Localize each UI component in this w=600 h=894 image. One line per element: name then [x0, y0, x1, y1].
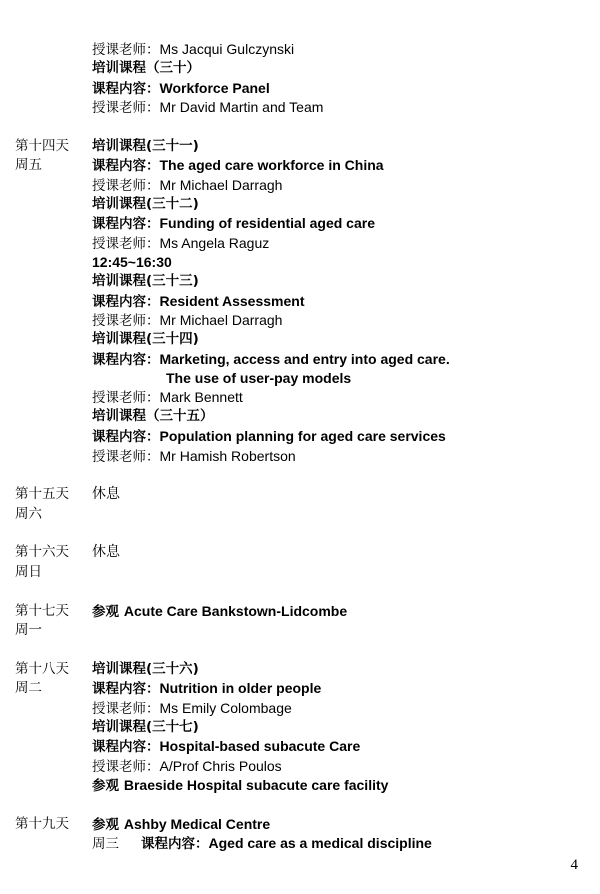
course-number: 培训课程（三十五）	[92, 408, 214, 424]
lecturer-label: 授课老师：	[92, 313, 160, 329]
weekday-label: 周五	[15, 157, 42, 173]
course-content-line	[92, 679, 321, 698]
lecturer-label: 授课老师：	[92, 390, 160, 406]
course-heading	[92, 660, 199, 678]
course-heading	[92, 195, 199, 213]
content-label: 课程内容：	[92, 294, 160, 310]
day-label: 第十八天	[15, 661, 69, 677]
course-content-continuation	[166, 369, 351, 388]
content-text: The aged care workforce in China	[159, 157, 384, 173]
content-label: 课程内容：	[92, 158, 160, 174]
content-label: 课程内容：	[92, 81, 160, 97]
content-text: Marketing, access and entry into aged care.	[159, 351, 450, 367]
course-heading	[92, 718, 199, 736]
visit-place: Acute Care Bankstown-Lidcombe	[123, 603, 348, 619]
weekday-content-line	[92, 834, 432, 853]
course-content-line	[92, 156, 384, 175]
lecturer-line	[92, 176, 282, 195]
content-text: Funding of residential aged care	[159, 215, 375, 231]
course-content-line	[92, 79, 270, 98]
time-slot	[92, 253, 172, 272]
course-number: 培训课程(三十六)	[92, 661, 199, 677]
lecturer-name: Ms Jacqui Gulczynski	[159, 41, 295, 57]
course-number: 培训课程(三十七)	[92, 719, 199, 735]
content-label: 课程内容：	[141, 836, 209, 852]
lecturer-line	[92, 311, 282, 330]
content-label: 课程内容：	[92, 216, 160, 232]
lecturer-name: Ms Angela Raguz	[159, 235, 270, 251]
lecturer-label: 授课老师：	[92, 42, 160, 58]
course-content-line	[92, 427, 446, 446]
lecturer-label: 授课老师：	[92, 449, 160, 465]
course-number: 培训课程(三十三)	[92, 273, 199, 289]
course-heading	[92, 407, 214, 425]
lecturer-line	[92, 234, 269, 253]
visit-label: 参观	[92, 778, 119, 794]
course-heading	[92, 272, 199, 290]
lecturer-line	[92, 388, 243, 407]
content-label: 课程内容：	[92, 429, 160, 445]
content-text: Population planning for aged care services	[159, 428, 446, 444]
day-label: 第十七天	[15, 603, 69, 619]
lecturer-name: Ms Emily Colombage	[159, 700, 292, 716]
lecturer-line	[92, 757, 282, 776]
content-text: Workforce Panel	[159, 80, 270, 96]
lecturer-label: 授课老师：	[92, 759, 160, 775]
lecturer-name: Mr Michael Darragh	[159, 177, 283, 193]
content-label: 课程内容：	[92, 352, 160, 368]
course-number: 培训课程(三十一)	[92, 138, 199, 154]
lecturer-name: Mr David Martin and Team	[159, 99, 324, 115]
course-number: 培训课程(三十四)	[92, 331, 199, 347]
content-text: The use of user-pay models	[166, 370, 352, 386]
day-label: 第十六天	[15, 544, 69, 560]
lecturer-line	[92, 699, 292, 718]
weekday-label: 周三	[92, 836, 119, 852]
visit-line	[92, 776, 388, 795]
course-content-line	[92, 214, 375, 233]
rest-text: 休息	[92, 486, 120, 502]
course-heading	[92, 137, 199, 155]
weekday-label: 周六	[15, 506, 42, 522]
course-content-line	[92, 292, 304, 311]
weekday-label: 周一	[15, 622, 42, 638]
lecturer-line	[92, 40, 294, 59]
weekday-label: 周日	[15, 564, 42, 580]
course-number: 培训课程（三十）	[92, 60, 200, 76]
visit-line	[92, 815, 270, 834]
weekday-label: 周二	[15, 680, 42, 696]
time-text: 12:45~16:30	[92, 254, 172, 270]
content-text: Resident Assessment	[159, 293, 305, 309]
lecturer-label: 授课老师：	[92, 236, 160, 252]
content-text: Nutrition in older people	[159, 680, 322, 696]
rest-text: 休息	[92, 544, 120, 560]
course-content-line	[92, 737, 360, 756]
lecturer-name: Mark Bennett	[159, 389, 243, 405]
visit-line	[92, 602, 347, 621]
lecturer-name: Mr Hamish Robertson	[159, 448, 296, 464]
content-label: 课程内容：	[92, 681, 160, 697]
lecturer-line	[92, 98, 323, 117]
lecturer-label: 授课老师：	[92, 100, 160, 116]
visit-place: Ashby Medical Centre	[123, 816, 271, 832]
lecturer-name: A/Prof Chris Poulos	[159, 758, 282, 774]
lecturer-label: 授课老师：	[92, 701, 160, 717]
lecturer-name: Mr Michael Darragh	[159, 312, 283, 328]
course-content-line	[92, 350, 450, 369]
visit-label: 参观	[92, 817, 119, 833]
visit-label: 参观	[92, 604, 119, 620]
day-label: 第十四天	[15, 138, 69, 154]
content-label: 课程内容：	[92, 739, 160, 755]
day-label: 第十五天	[15, 486, 69, 502]
course-number: 培训课程(三十二)	[92, 196, 199, 212]
content-text: Hospital-based subacute Care	[159, 738, 361, 754]
course-heading	[92, 330, 199, 348]
content-text: Aged care as a medical discipline	[208, 835, 432, 851]
lecturer-label: 授课老师：	[92, 178, 160, 194]
page-number: 4	[570, 857, 578, 873]
course-heading	[92, 59, 200, 77]
lecturer-line	[92, 447, 296, 466]
visit-place: Braeside Hospital subacute care facility	[123, 777, 389, 793]
day-label: 第十九天	[15, 816, 69, 832]
